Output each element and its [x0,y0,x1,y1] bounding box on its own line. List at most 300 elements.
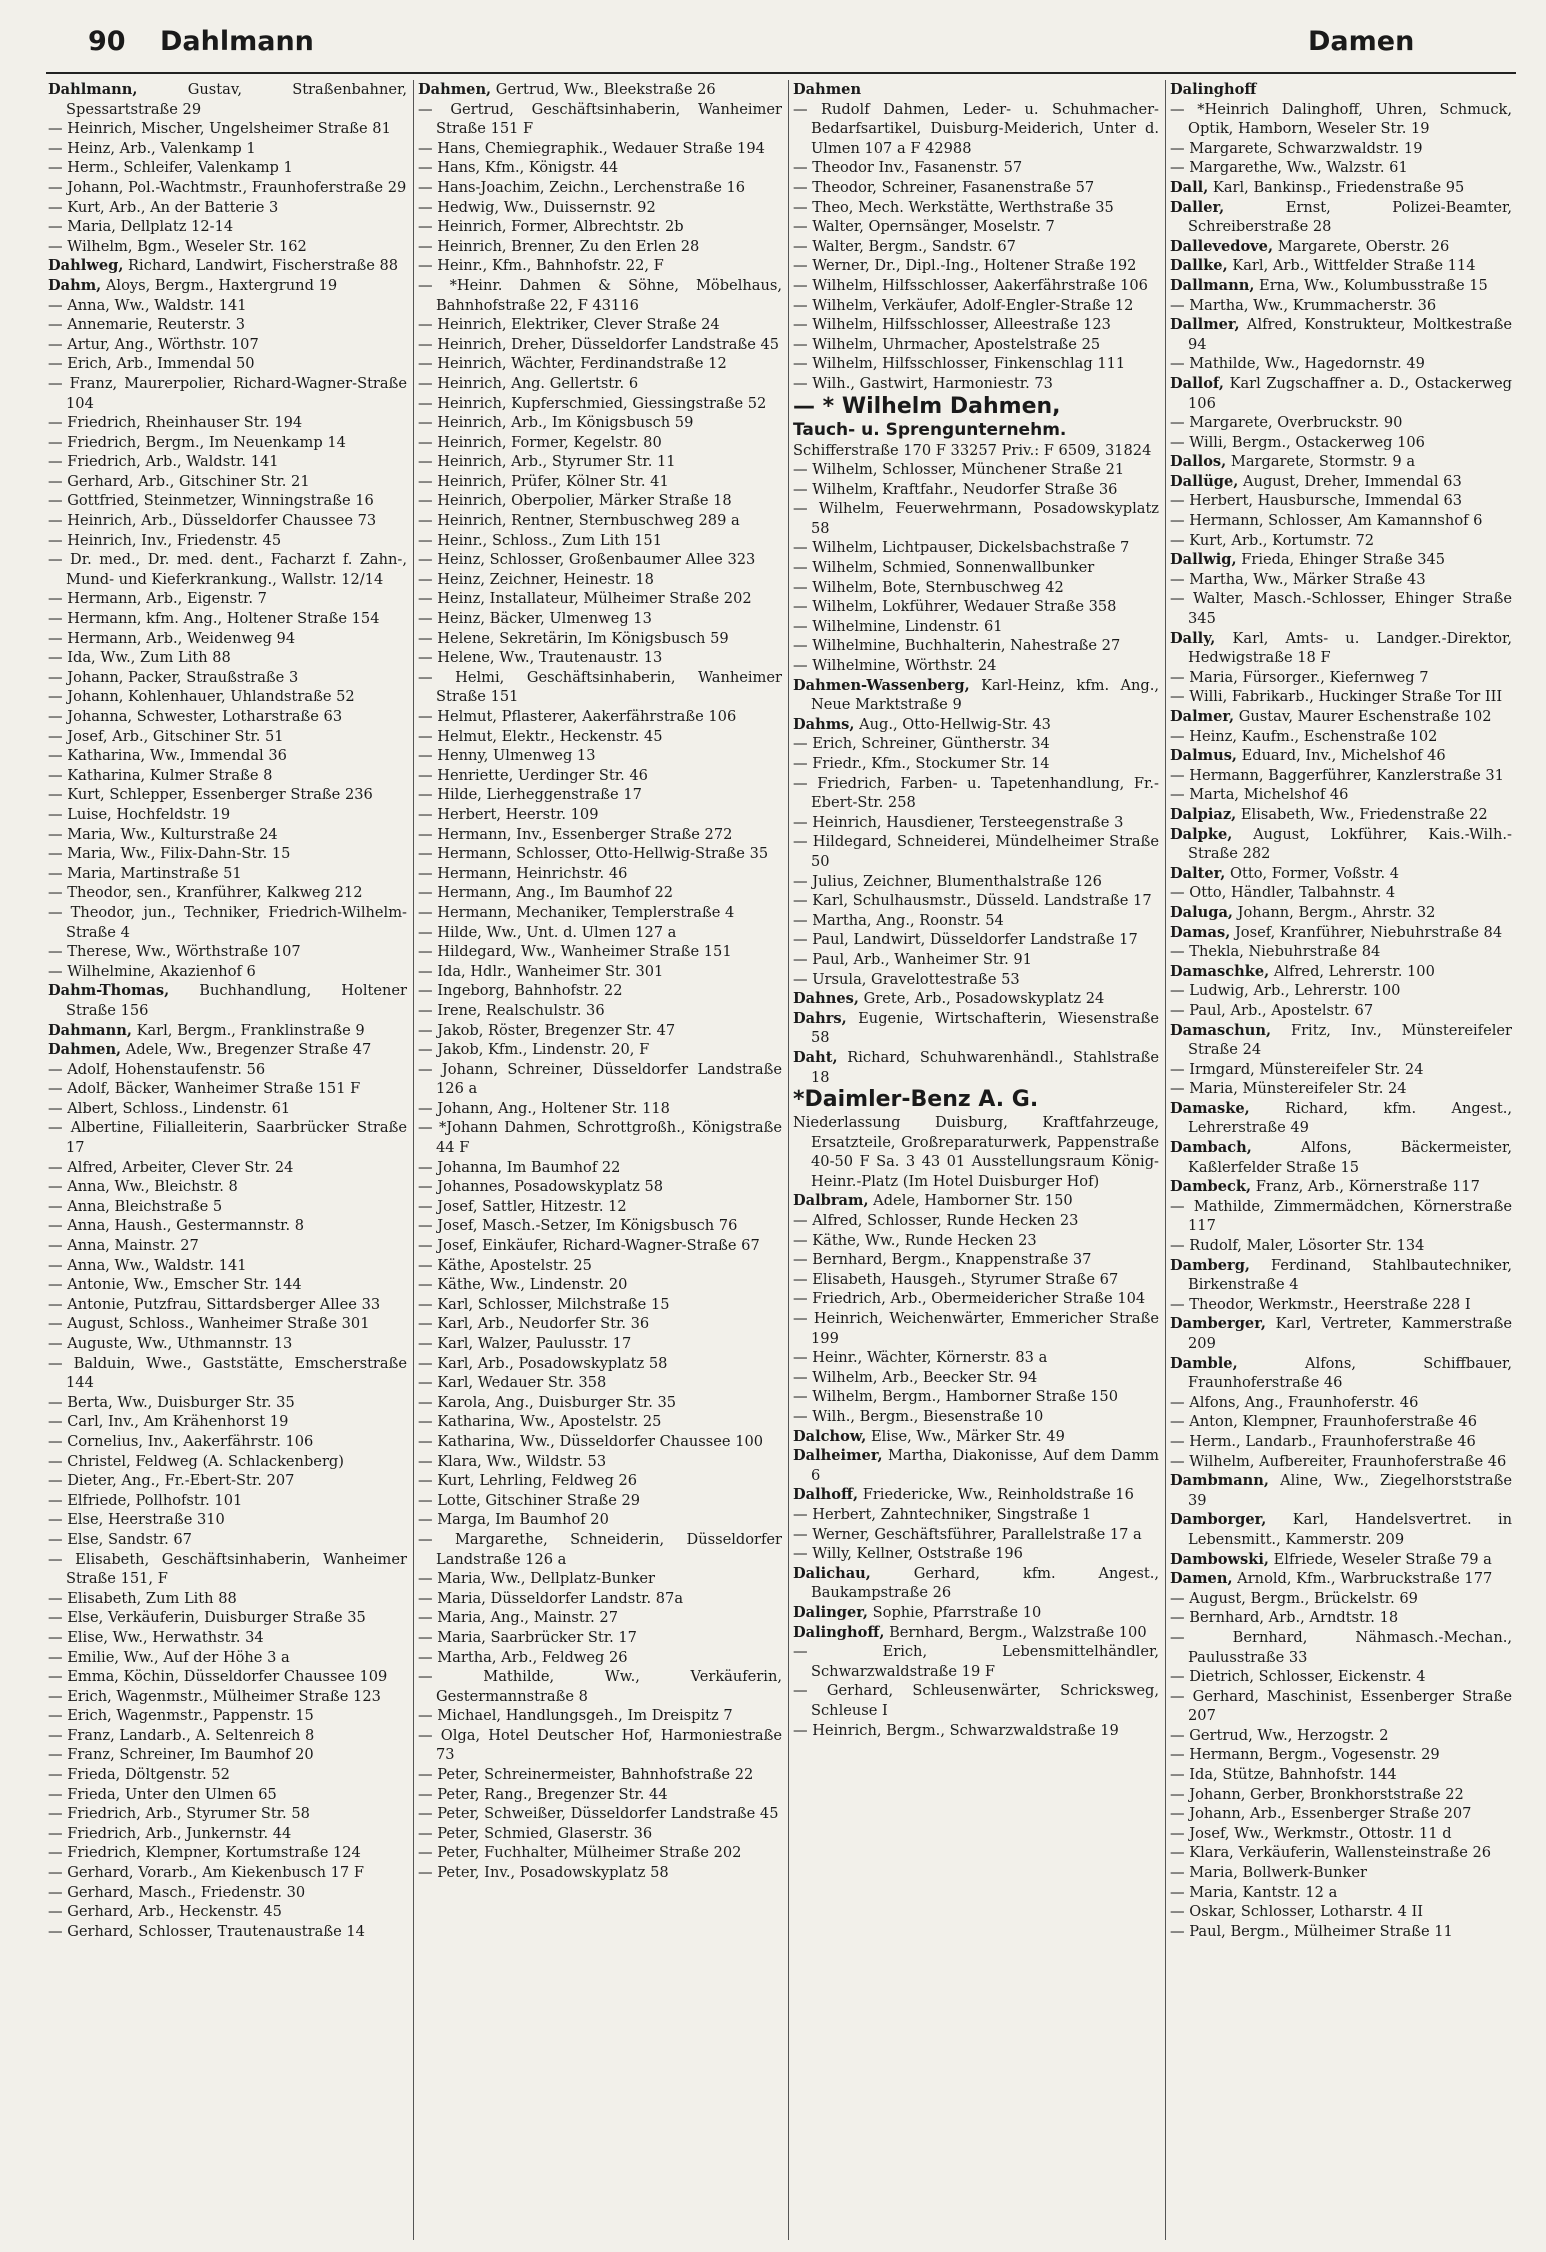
entry-text: — Hermann, Arb., Weidenweg 94 [48,629,296,647]
directory-entry [793,656,1159,676]
entry-text: — Erich, Wagenmstr., Pappenstr. 15 [48,1707,314,1725]
entry-text: — Wilhelm, Lokführer, Wedauer Straße 358 [793,598,1117,616]
directory-entry [48,1530,407,1550]
directory-entry [418,981,782,1001]
entry-text: — Julius, Zeichner, Blumenthalstraße 126 [793,872,1102,890]
entry-text: — Wilhelm, Bote, Sternbuschweg 42 [793,578,1064,596]
directory-entry [48,1902,407,1922]
directory-entry [418,1197,782,1217]
directory-entry [418,1726,782,1765]
directory-entry [793,100,1159,159]
directory-entry [793,1681,1159,1720]
entry-text: — Heinz, Zeichner, Heinestr. 18 [418,570,654,588]
directory-entry [48,844,407,864]
directory-entry [48,1589,407,1609]
directory-entry [418,158,782,178]
directory-entry [418,903,782,923]
entry-text: — Elise, Ww., Herwathstr. 34 [48,1628,264,1646]
directory-column-1 [46,80,411,2240]
entry-text: — *Heinrich Dalinghoff, Uhren, Schmuck, Optik, Hamborn, Weseler Str. 19 [1170,100,1512,138]
directory-entry [418,315,782,335]
entry-text: — Rudolf Dahmen, Leder- u. Schuhmacher-Bedarfsartikel, Duisburg-Meiderich, Unter d. Ulmen 107 a F 42988 [793,100,1159,157]
entry-text: — Ludwig, Arb., Lehrerstr. 100 [1170,982,1401,1000]
entry-text: — Wilhelmine, Buchhalterin, Nahestraße 27 [793,637,1121,655]
directory-entry [793,676,1159,715]
entry-text: — Paul, Arb., Wanheimer Str. 91 [793,950,1032,968]
directory-entry [418,1608,782,1628]
entry-text: — Henriette, Uerdinger Str. 46 [418,766,648,784]
entry-text: — Hermann, Baggerführer, Kanzlerstraße 31 [1170,766,1504,784]
directory-entry [1170,962,1512,982]
directory-entry [48,1628,407,1648]
directory-entry [1170,374,1512,413]
directory-entry [48,1412,407,1432]
entry-surname: Dally, [1170,629,1216,647]
directory-column-2 [416,80,786,2240]
entry-text: — Hilde, Ww., Unt. d. Ulmen 127 a [418,923,677,941]
entry-text: — Heinz, Schlosser, Großenbaumer Allee 323 [418,551,756,569]
directory-entry [1170,1824,1512,1844]
directory-entry [1170,1197,1512,1236]
directory-entry [48,1648,407,1668]
directory-entry [793,499,1159,538]
entry-text: Eduard, Inv., Michelshof 46 [1241,747,1446,765]
directory-entry [1170,981,1512,1001]
entry-surname: Damble, [1170,1354,1238,1372]
entry-surname: Dahrs, [793,1009,847,1027]
directory-entry [793,1721,1159,1741]
entry-text: — Martha, Arb., Feldweg 26 [418,1648,628,1666]
entry-surname: Dalpke, [1170,825,1233,843]
directory-entry [48,707,407,727]
entry-text: — Heinrich, Bergm., Schwarzwaldstraße 19 [793,1721,1119,1739]
directory-entry [793,198,1159,218]
directory-entry [1170,883,1512,903]
directory-entry [1170,903,1512,923]
entry-text: — Gerhard, Masch., Friedenstr. 30 [48,1883,306,1901]
entry-text: — Johann, Pol.-Wachtmstr., Fraunhoferstraße 29 [48,178,407,196]
directory-entry [1170,1138,1512,1177]
entry-text: — Gerhard, Schlosser, Trautenaustraße 14 [48,1922,365,1940]
directory-entry [418,1040,782,1060]
entry-surname: Dallüge, [1170,472,1239,490]
display-entry-subheading: Tauch- u. Sprengunternehm. [793,419,1067,440]
directory-entry [48,1236,407,1256]
entry-text: — Otto, Händler, Talbahnstr. 4 [1170,884,1396,902]
directory-entry [418,844,782,864]
directory-entry [48,1785,407,1805]
entry-text: — Johann, Kohlenhauer, Uhlandstraße 52 [48,688,355,706]
directory-entry [418,923,782,943]
directory-entry [418,1393,782,1413]
entry-text: — Herm., Schleifer, Valenkamp 1 [48,159,293,177]
entry-text: — Kurt, Arb., Kortumstr. 72 [1170,531,1375,549]
entry-text: — Herbert, Hausbursche, Immendal 63 [1170,492,1463,510]
directory-entry [1170,785,1512,805]
directory-entry [418,570,782,590]
entry-text: — Dieter, Ang., Fr.-Ebert-Str. 207 [48,1472,295,1490]
directory-entry [48,1706,407,1726]
directory-entry [48,1922,407,1942]
entry-text: — Friedrich, Bergm., Im Neuenkamp 14 [48,433,346,451]
directory-entry [418,1804,782,1824]
directory-entry [1170,1922,1512,1942]
entry-text: — Gerhard, Schleusenwärter, Schricksweg, Schleuse I [793,1682,1159,1719]
directory-entry [793,832,1159,871]
directory-entry [1170,1883,1512,1903]
directory-entry [48,178,407,198]
entry-text: — Willy, Kellner, Oststraße 196 [793,1545,1023,1563]
directory-entry [418,198,782,218]
entry-text: Margarete, Oberstr. 26 [1277,237,1450,255]
entry-surname: Dalchow, [793,1427,867,1445]
directory-entry [418,629,782,649]
entry-text: Adele, Hamborner Str. 150 [873,1192,1073,1210]
directory-entry [418,178,782,198]
entry-text: — Wilhelmine, Lindenstr. 61 [793,617,1003,635]
directory-entry [48,609,407,629]
entry-surname: Dahmen-Wassenberg, [793,676,970,694]
entry-surname: Damaschun, [1170,1021,1272,1039]
directory-entry [48,413,407,433]
directory-entry [1170,1902,1512,1922]
entry-text: — Karl, Schulhausmstr., Düsseld. Landstraße 17 [793,892,1152,910]
entry-text: — Maria, Düsseldorfer Landstr. 87a [418,1589,684,1607]
entry-surname: Dambowski, [1170,1550,1270,1568]
entry-text: — Heinrich, Arb., Styrumer Str. 11 [418,453,676,471]
directory-entry [793,1544,1159,1564]
directory-entry [418,335,782,355]
entry-surname: Daht, [793,1048,838,1066]
entry-text: — Josef, Sattler, Hitzestr. 12 [418,1197,627,1215]
directory-entry [48,1099,407,1119]
directory-entry [418,1060,782,1099]
entry-text: — Adolf, Bäcker, Wanheimer Straße 151 F [48,1080,361,1098]
directory-entry [418,609,782,629]
entry-text: — Maria, Münstereifeler Str. 24 [1170,1080,1407,1098]
directory-entry [1170,1667,1512,1687]
entry-text: — Jakob, Röster, Bregenzer Str. 47 [418,1021,676,1039]
entry-text: — Friedrich, Rheinhauser Str. 194 [48,414,303,432]
directory-entry [418,1785,782,1805]
entry-text: — Thekla, Niebuhrstraße 84 [1170,943,1381,961]
entry-text: — Wilhelmine, Akazienhof 6 [48,962,256,980]
directory-entry [1170,1863,1512,1883]
entry-text: Grete, Arb., Posadowskyplatz 24 [863,990,1105,1008]
entry-surname: Dalinger, [793,1603,869,1621]
directory-entry [48,648,407,668]
entry-text: Gerhard, kfm. Angest., Baukampstraße 26 [811,1564,1159,1602]
entry-text: Adele, Ww., Bregenzer Straße 47 [125,1041,372,1059]
entry-text: — Maria, Saarbrücker Str. 17 [418,1628,637,1646]
entry-text: — Gerhard, Maschinist, Essenberger Straße 207 [1170,1687,1512,1725]
directory-entry [418,1177,782,1197]
entry-text: Karl, Amts- u. Landger.-Direktor, Hedwigstraße 18 F [1188,629,1512,667]
directory-entry [793,1289,1159,1309]
entry-text: — Ursula, Gravelottestraße 53 [793,970,1020,988]
directory-entry [1170,1726,1512,1746]
directory-entry [1170,1804,1512,1824]
entry-text: — Walter, Bergm., Sandstr. 67 [793,237,1016,255]
directory-entry [793,1348,1159,1368]
directory-entry [48,1608,407,1628]
entry-text: — Elfriede, Pollhofstr. 101 [48,1491,243,1509]
directory-entry [793,335,1159,355]
directory-entry [793,1505,1159,1525]
directory-entry [48,1863,407,1883]
entry-text: — Helene, Sekretärin, Im Königsbusch 59 [418,629,729,647]
entry-text: Friedericke, Ww., Reinholdstraße 16 [862,1486,1134,1504]
entry-text: — Margarethe, Schneiderin, Düsseldorfer Landstraße 126 a [418,1530,782,1568]
directory-entry [48,531,407,551]
directory-entry [418,472,782,492]
entry-text: — Maria, Ww., Kulturstraße 24 [48,825,278,843]
entry-surname: Damaske, [1170,1099,1250,1117]
entry-text: — Hermann, Ang., Im Baumhof 22 [418,884,674,902]
directory-entry [793,441,1159,461]
entry-text: Gertrud, Ww., Bleekstraße 26 [495,81,716,98]
directory-entry [793,597,1159,617]
directory-entry [1170,237,1512,257]
entry-text: — Josef, Ww., Werkmstr., Ottostr. 11 d [1170,1824,1452,1842]
directory-entry [48,727,407,747]
entry-text: — Heinrich, Wächter, Ferdinandstraße 12 [418,355,727,373]
directory-entry [793,872,1159,892]
entry-text: — Käthe, Apostelstr. 25 [418,1256,592,1274]
entry-text: — Lotte, Gitschiner Straße 29 [418,1491,641,1509]
entry-text: — Willi, Bergm., Ostackerweg 106 [1170,433,1425,451]
directory-entry [1170,315,1512,354]
page-number: 90 [88,26,126,57]
directory-entry [48,1550,407,1589]
entry-text: — Heinrich, Elektriker, Clever Straße 24 [418,316,720,334]
entry-text: Karl Zugschaffner a. D., Ostackerweg 106 [1188,374,1513,412]
directory-entry [793,1368,1159,1388]
entry-text: — Franz, Maurerpolier, Richard-Wagner-Straße 104 [48,374,407,412]
entry-text: — Jakob, Kfm., Lindenstr. 20, F [418,1041,650,1059]
entry-surname: Dahmann, [48,1021,132,1039]
entry-text: — Hermann, Bergm., Vogesenstr. 29 [1170,1746,1440,1764]
column-divider [1165,80,1166,2240]
directory-entry [793,970,1159,990]
directory-entry [793,636,1159,656]
entry-surname: Dallwig, [1170,551,1237,569]
entry-text: — Bernhard, Bergm., Knappenstraße 37 [793,1251,1092,1269]
directory-entry [48,119,407,139]
directory-entry [418,1314,782,1334]
directory-entry [48,354,407,374]
entry-surname: Dallevedove, [1170,237,1274,255]
entry-text: — Maria, Martinstraße 51 [48,864,242,882]
directory-entry [48,1432,407,1452]
entry-text: — *Johann Dahmen, Schrottgroßh., Königstraße 44 F [418,1119,782,1157]
entry-text: — Hermann, Heinrichstr. 46 [418,864,628,882]
directory-entry [418,276,782,315]
directory-entry [48,766,407,786]
directory-entry [793,1191,1159,1211]
directory-entry [418,1628,782,1648]
entry-text: — Anna, Haush., Gestermannstr. 8 [48,1217,305,1235]
entry-text: — Hedwig, Ww., Duissernstr. 92 [418,198,656,216]
entry-surname: Dalichau, [793,1564,871,1582]
entry-text: — Erich, Lebensmittelhändler, Schwarzwaldstraße 19 F [793,1643,1159,1680]
directory-entry [418,1530,782,1569]
entry-text: — Else, Sandstr. 67 [48,1530,192,1548]
entry-text: — Annemarie, Reuterstr. 3 [48,316,246,334]
directory-entry [418,1452,782,1472]
entry-text: — Alfred, Arbeiter, Clever Str. 24 [48,1158,294,1176]
directory-entry [793,1623,1159,1643]
entry-text: — Theo, Mech. Werkstätte, Werthstraße 35 [793,198,1114,216]
entry-text: — Wilhelm, Hilfsschlosser, Aakerfährstraße 106 [793,276,1148,294]
entry-text: — Elisabeth, Geschäftsinhaberin, Wanheimer Straße 151, F [48,1550,407,1588]
directory-entry [418,550,782,570]
entry-text: — Katharina, Ww., Düsseldorfer Chaussee 100 [418,1432,764,1450]
directory-entry [1170,923,1512,943]
entry-text: — Heinrich, Former, Albrechtstr. 2b [418,218,684,236]
directory-entry [1170,746,1512,766]
entry-text: — Heinz, Installateur, Mülheimer Straße 202 [418,590,752,608]
entry-text: — Wilhelm, Hilfsschlosser, Finkenschlag 111 [793,355,1126,373]
entry-text: — Cornelius, Inv., Aakerfährstr. 106 [48,1432,314,1450]
entry-text: — Ingeborg, Bahnhofstr. 22 [418,982,623,1000]
directory-entry [48,1824,407,1844]
directory-entry [418,668,782,707]
entry-text: — Emilie, Ww., Auf der Höhe 3 a [48,1648,290,1666]
directory-entry [48,1021,407,1041]
entry-surname: Dalmus, [1170,747,1238,765]
entry-text: — Heinz, Bäcker, Ulmenweg 13 [418,610,652,628]
entry-text: — Heinr., Wächter, Körnerstr. 83 a [793,1349,1048,1367]
directory-entry [48,452,407,472]
directory-entry [1170,472,1512,492]
display-entry-heading: — * Wilhelm Dahmen, [793,393,1061,419]
directory-entry [418,1373,782,1393]
entry-text: — Antonie, Putzfrau, Sittardsberger Allee 33 [48,1295,381,1313]
entry-text: — Wilhelm, Kraftfahr., Neudorfer Straße 36 [793,480,1118,498]
directory-entry [48,825,407,845]
entry-text: — Maria, Bollwerk-Bunker [1170,1864,1367,1882]
directory-entry [793,1087,1159,1113]
entry-text: — Michael, Handlungsgeh., Im Dreispitz 7 [418,1707,733,1725]
entry-text: — Maria, Ww., Filix-Dahn-Str. 15 [48,845,291,863]
entry-text: — Wilhelm, Bgm., Weseler Str. 162 [48,237,307,255]
directory-entry [1170,296,1512,316]
entry-text: — Peter, Inv., Posadowskyplatz 58 [418,1864,669,1882]
entry-text: — Hildegard, Schneiderei, Mündelheimer Straße 50 [793,833,1159,870]
directory-entry [418,374,782,394]
directory-entry [418,883,782,903]
directory-entry [1170,1432,1512,1452]
entry-text: — Paul, Landwirt, Düsseldorfer Landstraße 17 [793,931,1138,949]
directory-entry [418,1295,782,1315]
entry-text: — Heinrich, Former, Kegelstr. 80 [418,433,662,451]
directory-entry [418,139,782,159]
directory-entry [48,903,407,942]
directory-entry [48,883,407,903]
entry-text: — Gottfried, Steinmetzer, Winningstraße 16 [48,492,374,510]
directory-entry [1170,1785,1512,1805]
entry-text: — Wilhelm, Hilfsschlosser, Alleestraße 123 [793,316,1111,334]
directory-entry [418,1256,782,1276]
entry-surname: Dalhoff, [793,1486,859,1504]
directory-entry [418,531,782,551]
entry-text: — Hermann, kfm. Ang., Holtener Straße 154 [48,610,380,628]
directory-entry [48,1354,407,1393]
entry-text: — Albert, Schloss., Lindenstr. 61 [48,1099,291,1117]
entry-text: — Gerhard, Arb., Gitschiner Str. 21 [48,472,310,490]
directory-entry [418,1001,782,1021]
entry-text: Otto, Former, Voßstr. 4 [1230,864,1400,882]
directory-entry [1170,354,1512,374]
entry-text: — Gerhard, Vorarb., Am Kiekenbusch 17 F [48,1864,364,1882]
entry-text: — Wilhelm, Bergm., Hamborner Straße 150 [793,1388,1119,1406]
entry-text: — Else, Heerstraße 310 [48,1511,225,1529]
directory-entry [1170,256,1512,276]
entry-text: — Elisabeth, Zum Lith 88 [48,1589,237,1607]
entry-text: Alfred, Lehrerstr. 100 [1273,962,1435,980]
directory-entry [1170,825,1512,864]
entry-text: — Maria, Dellplatz 12-14 [48,218,234,236]
directory-entry [48,1118,407,1157]
entry-text: — Käthe, Ww., Runde Hecken 23 [793,1231,1037,1249]
directory-entry [793,1113,1159,1191]
entry-text: — Christel, Feldweg (A. Schlackenberg) [48,1452,344,1470]
directory-entry [1170,1628,1512,1667]
entry-text: — Peter, Schreinermeister, Bahnhofstraße 22 [418,1766,754,1784]
directory-entry [418,100,782,139]
directory-entry [418,1648,782,1668]
entry-surname: Dambmann, [1170,1472,1269,1490]
entry-text: — Dietrich, Schlosser, Eickenstr. 4 [1170,1668,1426,1686]
entry-text: — Wilh., Bergm., Biesenstraße 10 [793,1408,1044,1425]
entry-surname: Dallof, [1170,374,1224,392]
directory-entry [1170,1550,1512,1570]
entry-surname: Dalpiaz, [1170,805,1237,823]
entry-text: — Friedr., Kfm., Stockumer Str. 14 [793,755,1050,772]
directory-entry [418,237,782,257]
entry-text: — Wilhelmine, Wörthstr. 24 [793,657,997,675]
directory-entry [418,1510,782,1530]
directory-entry [48,687,407,707]
entry-text: Aug., Otto-Hellwig-Str. 43 [859,715,1051,733]
entry-text: — Johann, Gerber, Bronkhorststraße 22 [1170,1785,1464,1803]
entry-text: — Helmut, Elektr., Heckenstr. 45 [418,727,663,745]
directory-entry [48,1314,407,1334]
directory-entry [793,1231,1159,1251]
header-rule [46,72,1516,74]
entry-text: — Elisabeth, Hausgeh., Styrumer Straße 67 [793,1270,1119,1288]
entry-text: — Karl, Schlosser, Milchstraße 15 [418,1295,670,1313]
directory-entry [793,950,1159,970]
directory-entry [793,1387,1159,1407]
entry-surname: Damaschke, [1170,962,1270,980]
entry-text: Richard, Schuhwarenhändl., Stahlstraße 18 [811,1048,1159,1086]
directory-entry [418,1765,782,1785]
entry-text: — Helene, Ww., Trautenaustr. 13 [418,649,663,667]
entry-surname: Dalinghoff, [793,1623,885,1641]
entry-text: Martha, Diakonisse, Auf dem Damm 6 [811,1447,1159,1484]
entry-text: — Artur, Ang., Wörthstr. 107 [48,335,259,353]
entry-text: — Karl, Wedauer Str. 358 [418,1374,607,1392]
entry-text: — Alfred, Schlosser, Runde Hecken 23 [793,1212,1079,1230]
entry-text: — Emma, Köchin, Düsseldorfer Chaussee 109 [48,1668,388,1686]
directory-entry [1170,80,1512,100]
entry-text: Josef, Kranführer, Niebuhrstraße 84 [1234,923,1503,941]
directory-entry [1170,1079,1512,1099]
entry-text: — Luise, Hochfeldstr. 19 [48,805,231,823]
directory-column-3 [791,80,1163,2240]
